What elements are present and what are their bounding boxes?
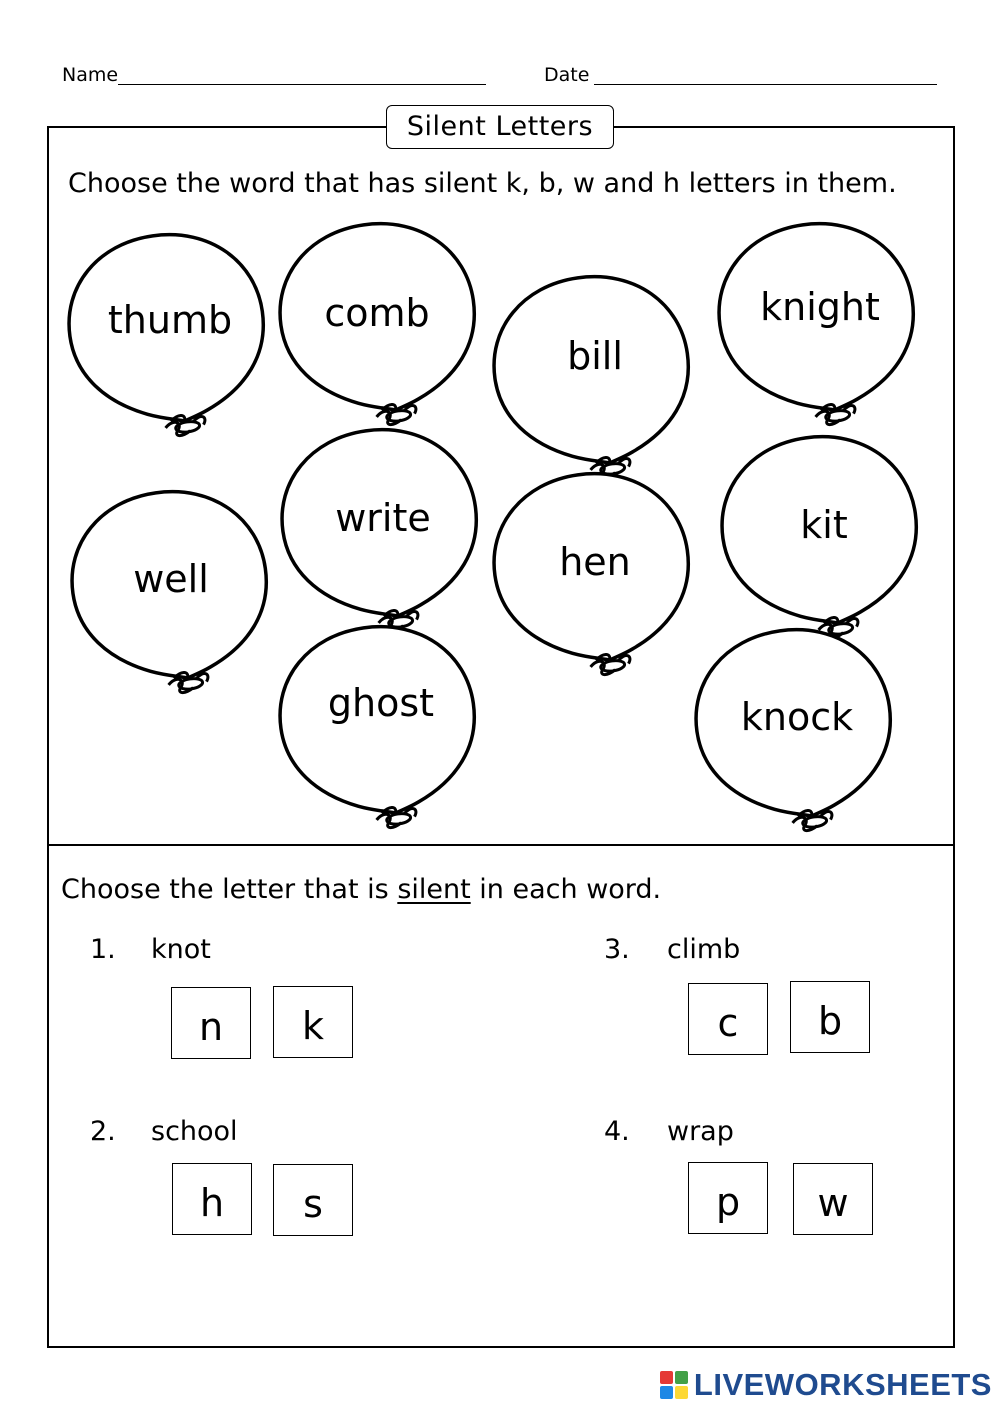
- balloon-word: thumb: [107, 298, 233, 342]
- logo-icon: [660, 1371, 688, 1399]
- letter-choice[interactable]: p: [688, 1162, 768, 1234]
- balloon-word: comb: [324, 291, 430, 335]
- brand-name: LIVEWORKSHEETS: [693, 1367, 992, 1402]
- frame-bottom: [47, 1346, 955, 1348]
- date-label: Date: [544, 64, 590, 86]
- letter-choice[interactable]: b: [790, 981, 870, 1053]
- balloon-word: bill: [567, 334, 623, 378]
- liveworksheets-logo: [660, 1367, 992, 1403]
- question-number: 1.: [90, 934, 116, 965]
- letter-choice[interactable]: s: [273, 1164, 353, 1236]
- name-label: Name: [62, 64, 119, 86]
- question-word: school: [151, 1116, 238, 1147]
- question-word: knot: [151, 934, 211, 965]
- letter-choice[interactable]: n: [171, 987, 251, 1059]
- balloon-word: knight: [760, 285, 880, 329]
- letter-choice[interactable]: c: [688, 983, 768, 1055]
- balloon-word: knock: [740, 695, 854, 739]
- question-number: 2.: [90, 1116, 116, 1147]
- letter-choice[interactable]: h: [172, 1163, 252, 1235]
- instruction-text: Choose the letter that is: [61, 874, 389, 905]
- section2-instruction: [61, 874, 661, 905]
- balloon-word: hen: [559, 540, 631, 584]
- balloon-word: kit: [800, 503, 848, 547]
- balloon-word: ghost: [327, 681, 435, 725]
- instruction-emphasis: silent: [397, 874, 471, 905]
- question-word: climb: [667, 934, 741, 965]
- question-number: 4.: [604, 1116, 630, 1147]
- letter-choice[interactable]: w: [793, 1163, 873, 1235]
- page-title: Silent Letters: [386, 105, 614, 149]
- letter-choice[interactable]: k: [273, 986, 353, 1058]
- balloon-word: write: [335, 496, 431, 540]
- question-number: 3.: [604, 934, 630, 965]
- instruction-text: in each word.: [479, 874, 662, 905]
- question-word: wrap: [667, 1116, 734, 1147]
- section1-instruction: Choose the word that has silent k, b, w and h letters in them.: [68, 168, 897, 199]
- balloon-word: well: [133, 557, 209, 601]
- balloon[interactable]: [269, 614, 489, 841]
